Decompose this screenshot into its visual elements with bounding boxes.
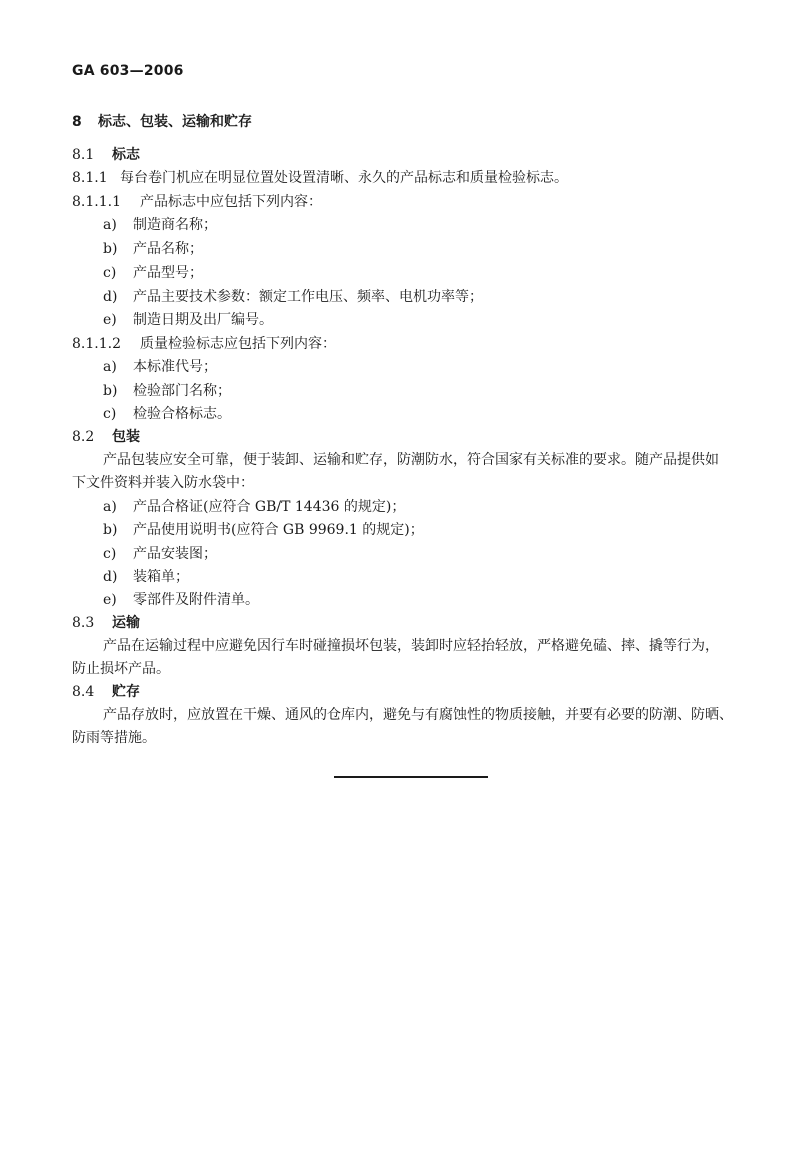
list-item bbox=[103, 358, 217, 376]
item-text: 产品使用说明书(应符合 GB 9969.1 的规定)； bbox=[133, 522, 424, 538]
clause-8-1-1-2 bbox=[72, 335, 336, 353]
section-title: 标志 bbox=[112, 147, 140, 163]
section-number: 8.1 bbox=[72, 147, 95, 163]
section-title: 标志、包装、运输和贮存 bbox=[98, 114, 252, 130]
clause-8-1-1-1 bbox=[72, 193, 322, 211]
list-item bbox=[103, 545, 217, 563]
list-item bbox=[103, 498, 405, 516]
paragraph-line: 产品包装应安全可靠，便于装卸、运输和贮存，防潮防水，符合国家有关标准的要求。随产品提供如 bbox=[103, 452, 719, 468]
item-text: 产品型号； bbox=[133, 265, 203, 281]
section-8-3-heading bbox=[72, 614, 140, 632]
item-text: 本标准代号； bbox=[133, 359, 217, 375]
list-item bbox=[103, 288, 483, 306]
item-text: 产品安装图； bbox=[133, 546, 217, 562]
item-label: c) bbox=[103, 406, 117, 422]
section-title: 包装 bbox=[112, 429, 140, 445]
list-item bbox=[103, 264, 203, 282]
list-item bbox=[103, 382, 231, 400]
list-item bbox=[103, 521, 424, 539]
item-text: 制造日期及出厂编号。 bbox=[133, 312, 273, 328]
list-item bbox=[103, 591, 259, 609]
list-item bbox=[103, 311, 273, 329]
item-text: 装箱单； bbox=[133, 569, 189, 585]
clause-text: 质量检验标志应包括下列内容： bbox=[140, 336, 336, 352]
item-text: 检验部门名称； bbox=[133, 383, 231, 399]
clause-number: 8.1.1.1 bbox=[72, 194, 121, 210]
list-item bbox=[103, 240, 203, 258]
item-label: d) bbox=[103, 569, 118, 585]
section-8-2-heading bbox=[72, 428, 140, 446]
item-label: b) bbox=[103, 522, 118, 538]
item-label: a) bbox=[103, 499, 117, 515]
section-number: 8.2 bbox=[72, 429, 95, 445]
end-of-document-rule bbox=[334, 776, 488, 778]
clause-text: 产品标志中应包括下列内容： bbox=[140, 194, 322, 210]
item-text: 产品主要技术参数：额定工作电压、频率、电机功率等； bbox=[133, 289, 483, 305]
clause-8-1-1 bbox=[72, 169, 568, 187]
paragraph-line: 防止损坏产品。 bbox=[72, 661, 170, 677]
section-8-4-heading bbox=[72, 683, 140, 701]
item-text: 产品名称； bbox=[133, 241, 203, 257]
item-label: b) bbox=[103, 383, 118, 399]
clause-number: 8.1.1.2 bbox=[72, 336, 121, 352]
item-label: a) bbox=[103, 359, 117, 375]
item-text: 制造商名称； bbox=[133, 217, 217, 233]
item-label: a) bbox=[103, 217, 117, 233]
list-item bbox=[103, 405, 231, 423]
paragraph-line: 产品存放时，应放置在干燥、通风的仓库内，避免与有腐蚀性的物质接触，并要有必要的防潮、防晒、 bbox=[103, 707, 733, 723]
list-item bbox=[103, 216, 217, 234]
clause-text: 每台卷门机应在明显位置处设置清晰、永久的产品标志和质量检验标志。 bbox=[120, 170, 568, 186]
clause-number: 8.1.1 bbox=[72, 170, 108, 186]
section-title: 运输 bbox=[112, 615, 140, 631]
item-label: c) bbox=[103, 265, 117, 281]
item-label: b) bbox=[103, 241, 118, 257]
paragraph-line: 下文件资料并装入防水袋中： bbox=[72, 475, 254, 491]
item-label: e) bbox=[103, 312, 117, 328]
paragraph-line: 防雨等措施。 bbox=[72, 730, 156, 746]
section-title: 贮存 bbox=[112, 684, 140, 700]
item-label: d) bbox=[103, 289, 118, 305]
item-text: 检验合格标志。 bbox=[133, 406, 231, 422]
list-item bbox=[103, 568, 189, 586]
item-text: 产品合格证(应符合 GB/T 14436 的规定)； bbox=[133, 499, 406, 515]
standard-code: GA 603—2006 bbox=[72, 63, 184, 79]
section-number: 8.3 bbox=[72, 615, 95, 631]
item-text: 零部件及附件清单。 bbox=[133, 592, 259, 608]
section-8-1-heading bbox=[72, 146, 140, 164]
item-label: e) bbox=[103, 592, 117, 608]
section-number: 8 bbox=[72, 114, 82, 130]
section-number: 8.4 bbox=[72, 684, 95, 700]
section-8-heading bbox=[72, 113, 252, 131]
paragraph-line: 产品在运输过程中应避免因行车时碰撞损坏包装，装卸时应轻抬轻放，严格避免磕、摔、撬等行为， bbox=[103, 638, 719, 654]
item-label: c) bbox=[103, 546, 117, 562]
